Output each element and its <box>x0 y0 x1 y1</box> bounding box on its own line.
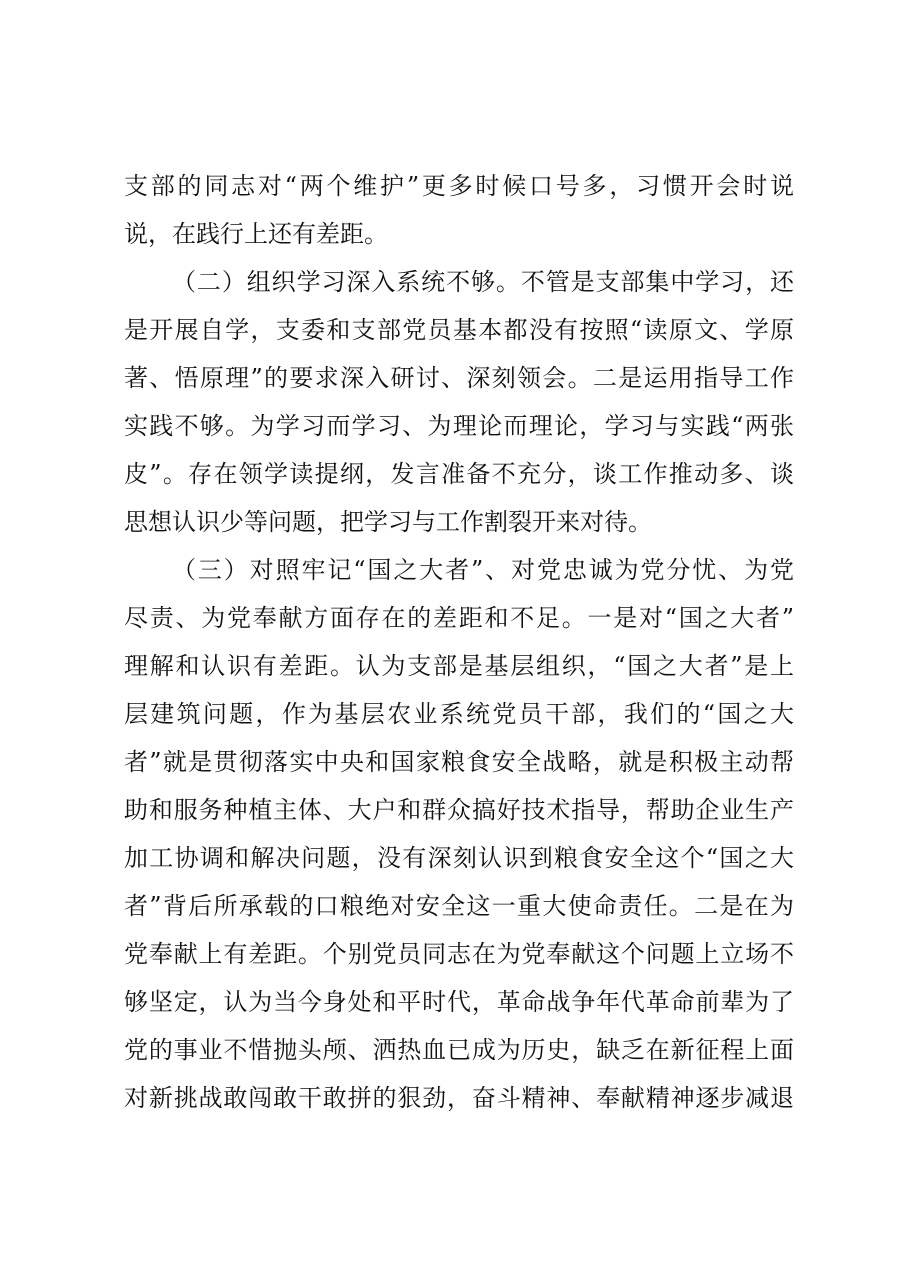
text-line: 加工协调和解决问题，没有深刻认识到粮食安全这个“国之大 <box>124 844 794 872</box>
text-line: 党的事业不惜抛头颅、洒热血已成为历史，缺乏在新征程上面 <box>124 1036 794 1064</box>
text-line: 支部的同志对“两个维护”更多时候口号多，习惯开会时说 <box>124 172 794 200</box>
text-line: （三）对照牢记“国之大者”、对党忠诚为党分忧、为党 <box>172 556 794 584</box>
text-line: 者”就是贯彻落实中央和国家粮食安全战略，就是积极主动帮 <box>124 748 794 776</box>
text-line: 是开展自学，支委和支部党员基本都没有按照“读原文、学原 <box>124 316 794 344</box>
text-line: 思想认识少等问题，把学习与工作割裂开来对待。 <box>124 508 652 536</box>
text-line: 助和服务种植主体、大户和群众搞好技术指导，帮助企业生产 <box>124 796 794 824</box>
text-line: 层建筑问题，作为基层农业系统党员干部，我们的“国之大 <box>124 700 794 728</box>
text-line: 者”背后所承载的口粮绝对安全这一重大使命责任。二是在为 <box>124 892 794 920</box>
text-line: 说，在践行上还有差距。 <box>124 220 388 248</box>
text-line: 皮”。存在领学读提纲，发言准备不充分，谈工作推动多、谈 <box>124 460 794 488</box>
text-line: 理解和认识有差距。认为支部是基层组织，“国之大者”是上 <box>124 652 794 680</box>
text-line: 尽责、为党奉献方面存在的差距和不足。一是对“国之大者” <box>124 604 794 632</box>
text-line: 党奉献上有差距。个别党员同志在为党奉献这个问题上立场不 <box>124 940 794 968</box>
text-line: 够坚定，认为当今身处和平时代，革命战争年代革命前辈为了 <box>124 988 794 1016</box>
text-line: 著、悟原理”的要求深入研讨、深刻领会。二是运用指导工作 <box>124 364 794 392</box>
text-line: 对新挑战敢闯敢干敢拼的狠劲，奋斗精神、奉献精神逐步减退 <box>124 1084 794 1112</box>
text-line: （二）组织学习深入系统不够。不管是支部集中学习，还 <box>172 268 794 296</box>
text-line: 实践不够。为学习而学习、为理论而理论，学习与实践“两张 <box>124 412 794 440</box>
